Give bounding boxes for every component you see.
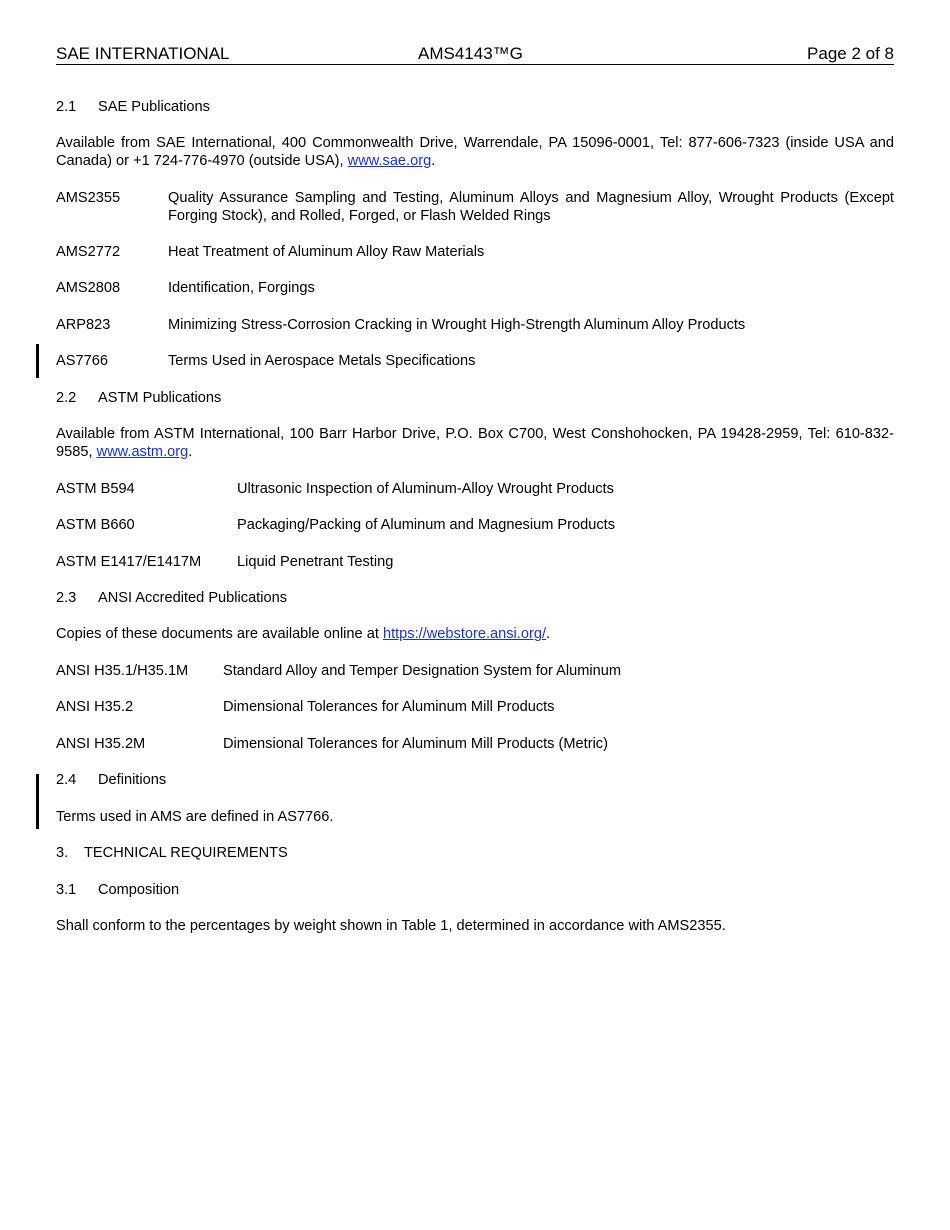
section-heading-2-2 (56, 389, 894, 407)
reference-title: Identification, Forgings (168, 280, 315, 296)
section-number: 2.2 (56, 390, 77, 406)
astm-availability-paragraph: Available from ASTM International, 100 Barr Harbor Drive, P.O. Box C700, West Conshohocken, PA 19428-2959, Tel: 610-832-9585, www.astm.org. (56, 426, 894, 460)
section-number: 2.4 (56, 772, 77, 788)
section-title: SAE Publications (98, 99, 210, 115)
section-number: 3.1 (56, 882, 77, 898)
section-title: ASTM Publications (98, 390, 222, 406)
reference-code: AMS2772 (56, 244, 121, 260)
ansi-availability-paragraph: Copies of these documents are available online at https://webstore.ansi.org/. (56, 626, 551, 642)
section-title: TECHNICAL REQUIREMENTS (84, 845, 288, 861)
section-heading-2-1 (56, 98, 894, 116)
sae-website-link[interactable]: www.sae.org (347, 153, 432, 169)
reference-title: Quality Assurance Sampling and Testing, Aluminum Alloys and Magnesium Alloy, Wrought Products (Except Forging Stock), and Rolled, Forged, or Flash Welded Rings (168, 190, 894, 224)
revision-change-bar (36, 344, 39, 378)
reference-code: ARP823 (56, 317, 111, 333)
section-number: 3. (56, 845, 69, 861)
astm-website-link[interactable]: www.astm.org (96, 444, 189, 460)
section-number: 2.3 (56, 590, 77, 606)
reference-entry (56, 189, 894, 225)
reference-title: Minimizing Stress-Corrosion Cracking in Wrought High-Strength Aluminum Alloy Products (168, 317, 746, 333)
section-title: ANSI Accredited Publications (98, 590, 288, 606)
section-title: Definitions (98, 772, 167, 788)
revision-change-bar (36, 774, 39, 829)
header-page-number: Page 2 of 8 (807, 44, 894, 63)
reference-title: Ultrasonic Inspection of Aluminum-Alloy Wrought Products (237, 481, 614, 497)
ansi-webstore-link[interactable]: https://webstore.ansi.org/ (382, 626, 546, 642)
section-number: 2.1 (56, 99, 77, 115)
reference-title: Dimensional Tolerances for Aluminum Mill Products (223, 699, 555, 715)
header-doc-id: AMS4143™G (418, 44, 523, 63)
reference-code: ANSI H35.2 (56, 699, 134, 715)
reference-title: Liquid Penetrant Testing (237, 554, 394, 570)
reference-code: ASTM E1417/E1417M (56, 554, 202, 570)
reference-title: Heat Treatment of Aluminum Alloy Raw Materials (168, 244, 485, 260)
section-heading-3 (56, 844, 894, 862)
reference-title: Dimensional Tolerances for Aluminum Mill Products (Metric) (223, 736, 608, 752)
reference-code: ANSI H35.2M (56, 736, 146, 752)
reference-code: ASTM B594 (56, 481, 135, 497)
header-org: SAE INTERNATIONAL (56, 44, 230, 63)
reference-title: Terms Used in Aerospace Metals Specifications (168, 353, 476, 369)
section-heading-2-3 (56, 589, 894, 607)
composition-paragraph: Shall conform to the percentages by weight shown in Table 1, determined in accordance with AMS2355. (56, 918, 726, 934)
definitions-paragraph: Terms used in AMS are defined in AS7766. (56, 809, 334, 825)
reference-code: AMS2808 (56, 280, 121, 296)
section-title: Composition (98, 882, 180, 898)
reference-code: ASTM B660 (56, 517, 135, 533)
reference-title: Packaging/Packing of Aluminum and Magnesium Products (237, 517, 616, 533)
page-header (56, 44, 894, 65)
reference-title: Standard Alloy and Temper Designation System for Aluminum (223, 663, 622, 679)
section-heading-3-1 (56, 881, 894, 899)
section-heading-2-4 (56, 771, 894, 789)
reference-code: AS7766 (56, 353, 108, 369)
sae-availability-paragraph: Available from SAE International, 400 Commonwealth Drive, Warrendale, PA 15096-0001, Tel: 877-606-7323 (inside USA and Canada) or +1 724-776-4970 (outside USA), www.sae.org. (56, 135, 894, 169)
reference-code: ANSI H35.1/H35.1M (56, 663, 189, 679)
document-page (56, 0, 894, 1230)
reference-code: AMS2355 (56, 190, 121, 206)
